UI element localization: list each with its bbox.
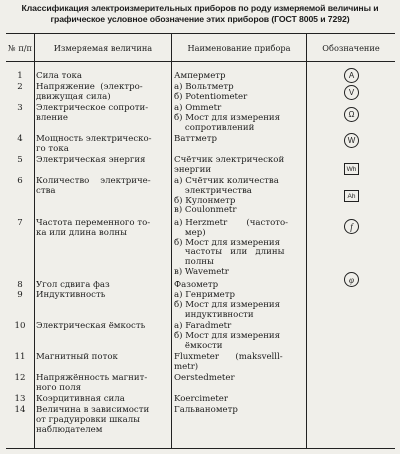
voltmeter-symbol-icon: V xyxy=(344,85,359,100)
row-quantity: Мощность электрическо- го тока xyxy=(36,134,152,154)
row-number: 7 xyxy=(17,218,23,228)
header-bottom-rule xyxy=(6,61,395,62)
header-quantity: Измеряемая величина xyxy=(53,42,153,53)
row-number: 3 xyxy=(17,103,23,113)
row-number: 4 xyxy=(17,134,23,144)
row-quantity: Количество электриче- ства xyxy=(36,176,151,196)
row-number: 14 xyxy=(14,405,26,415)
row-quantity: Сила тока xyxy=(36,71,83,81)
row-number: 12 xyxy=(14,373,26,383)
row-device: Счётчик электрической энергии xyxy=(174,155,285,175)
row-device: а) Faradmetr б) Мост для измерения ёмкости xyxy=(174,321,281,351)
row-quantity: Угол сдвига фаз xyxy=(36,280,110,290)
row-quantity: Электрическое сопроти- вление xyxy=(36,103,149,123)
row-device: Фазометр xyxy=(174,280,219,290)
row-number: 11 xyxy=(14,352,26,362)
row-device: а) Генриметр б) Мост для измерения индуктивности xyxy=(174,290,281,320)
row-quantity: Напряжённость магнит- ного поля xyxy=(36,373,148,393)
row-number: 6 xyxy=(17,176,23,186)
row-device: а) Счётчик количества электричества б) Кулонметр в) Coulonmetr xyxy=(174,176,279,216)
ohmmeter-symbol-icon: Ω xyxy=(344,107,359,122)
ammeter-symbol-icon: A xyxy=(344,68,359,83)
header-number: № п/п xyxy=(7,42,33,53)
row-device: Амперметр xyxy=(174,71,226,81)
row-number: 2 xyxy=(17,82,23,92)
row-quantity: Электрическая ёмкость xyxy=(36,321,146,331)
column-divider-1 xyxy=(34,33,35,449)
row-number: 9 xyxy=(17,290,23,300)
wattmeter-symbol-icon: W xyxy=(344,133,359,148)
row-number: 13 xyxy=(14,394,26,404)
row-device: Ваттметр xyxy=(174,134,217,144)
header-device: Наименование прибора xyxy=(187,42,291,53)
row-number: 10 xyxy=(14,321,26,331)
row-device: Гальванометр xyxy=(174,405,238,415)
row-quantity: Величина в зависимости от градуировки шкалы наблюдателем xyxy=(36,405,150,435)
row-number: 8 xyxy=(17,280,23,290)
row-device: Koercimeter xyxy=(174,394,229,404)
row-number: 1 xyxy=(17,71,23,81)
row-device: а) Ommetr б) Мост для измерения сопротивлений xyxy=(174,103,281,133)
row-quantity: Напряжение (электро- движущая сила) xyxy=(36,82,143,102)
row-quantity: Коэрцитивная сила xyxy=(36,394,125,404)
column-divider-2 xyxy=(171,33,172,449)
row-quantity: Частота переменного то- ка или длина волны xyxy=(36,218,151,238)
row-device: Fluxmeter (maksvelll- metr) xyxy=(174,352,283,372)
coulombmeter-symbol-icon: Ah xyxy=(344,190,359,202)
row-device: Oerstedmeter xyxy=(174,373,235,383)
row-number: 5 xyxy=(17,155,23,165)
row-quantity: Индуктивность xyxy=(36,290,106,300)
row-quantity: Электрическая энергия xyxy=(36,155,146,165)
table-bottom-rule xyxy=(6,448,395,449)
header-symbol: Обозначение xyxy=(322,42,380,53)
energy-meter-symbol-icon: Wh xyxy=(344,163,359,175)
phase-meter-symbol-icon: φ xyxy=(344,272,359,287)
row-device: а) Вольтметр б) Potentiometer xyxy=(174,82,248,102)
frequency-meter-symbol-icon: f xyxy=(344,219,359,234)
row-device: а) Herzmetr (частото- мер) б) Мост для измерения частоты или длины полны в) Wavemetr xyxy=(174,218,289,277)
table-title: Классификация электроизмерительных приборов по роду измеряемой величины и графическое условное обозначение этих приборов (ГОСТ 8005 и 7292) xyxy=(21,3,379,24)
row-quantity: Магнитный поток xyxy=(36,352,118,362)
column-divider-3 xyxy=(306,33,307,449)
